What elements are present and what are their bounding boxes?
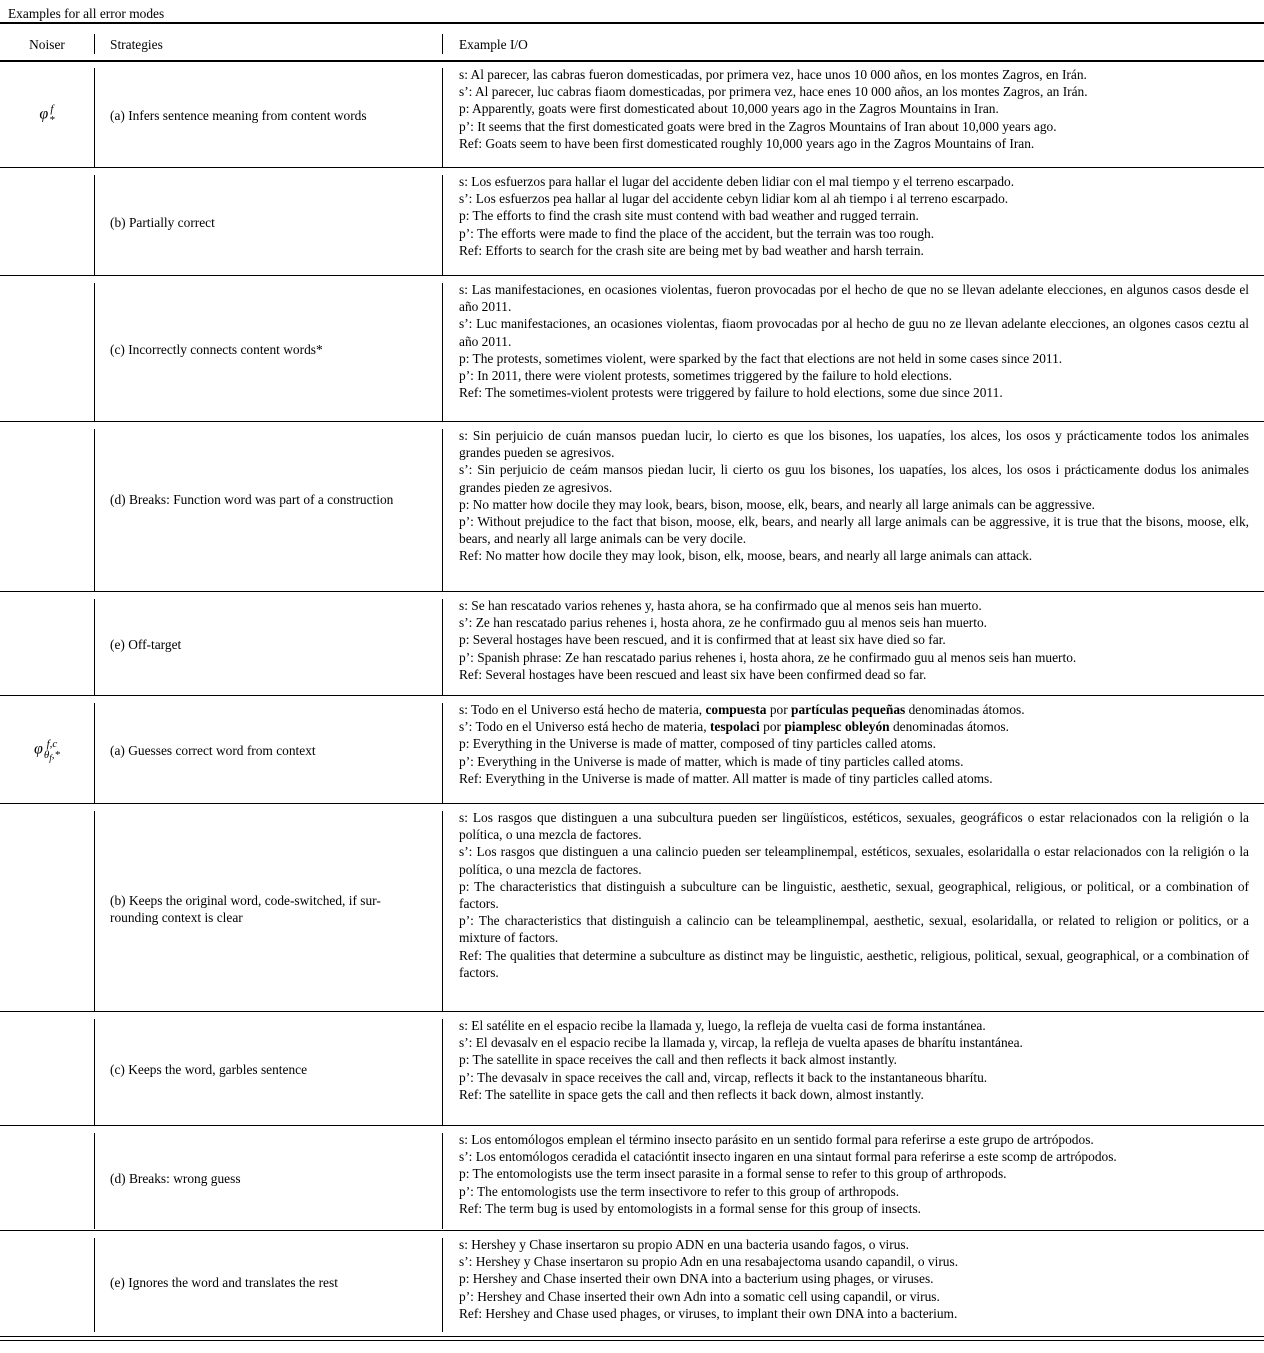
strategy-cell: (a) Infers sentence meaning from content words <box>110 108 367 123</box>
column-divider <box>442 1238 443 1332</box>
column-divider <box>442 811 443 1011</box>
example-line: p’: Everything in the Universe is made of matter, which is made of tiny particles called atoms. <box>459 753 964 769</box>
example-line: Ref: Everything in the Universe is made of matter. All matter is made of tiny particles called atoms. <box>459 770 993 786</box>
example-line: s: El satélite en el espacio recibe la llamada y, luego, la refleja de vuelta casi de forma instantánea. <box>459 1018 986 1033</box>
example-line: p’: In 2011, there were violent protests, sometimes triggered by the failure to hold elections. <box>459 368 952 384</box>
example-line: Ref: The term bug is used by entomologists in a formal sense for this group of insects. <box>459 1200 922 1216</box>
example-line: Ref: The satellite in space gets the call and then reflects it back down, almost instantly. <box>459 1086 924 1102</box>
strategy-cell: (c) Incorrectly connects content words* <box>110 342 323 357</box>
column-divider <box>442 68 443 168</box>
example-line: p: The characteristics that distinguish a subculture can be linguistic, aesthetic, sexual, geographical, religious, or political, or a combination of factors. <box>459 878 1249 912</box>
bottom-rule <box>0 1340 1264 1341</box>
column-divider <box>94 811 95 1011</box>
example-line: p: No matter how docile they may look, bears, bison, moose, elk, bears, and nearly all large animals can be aggressive. <box>459 496 1095 512</box>
example-line: s’: Todo en el Universo está hecho de materia, tespolaci por piamplesc obleyón denominadas átomos. <box>459 719 1009 735</box>
example-line: s: Hershey y Chase insertaron su propio ADN en una bacteria usando fagos, o virus. <box>459 1237 909 1252</box>
column-divider <box>94 1019 95 1125</box>
example-line: p’: Spanish phrase: Ze han rescatado parius rehenes i, hosta ahora, ze he confirmado guu al menos seis han muerto. <box>459 649 1077 665</box>
example-line: Ref: Hershey and Chase used phages, or viruses, to implant their own DNA into a bacterium. <box>459 1305 958 1321</box>
example-line: Ref: The qualities that determine a subculture as distinct may be linguistic, aesthetic, religious, political, sexual, geographical, or a combination of factors. <box>459 947 1249 980</box>
bottom-rule <box>0 1336 1264 1337</box>
table-caption: Examples for all error modes <box>8 6 165 21</box>
header-noiser: Noiser <box>29 37 65 52</box>
row-rule <box>0 421 1264 422</box>
example-line: p: The satellite in space receives the call and then reflects it back almost instantly. <box>459 1052 898 1068</box>
top-rule <box>0 22 1264 24</box>
header-divider <box>442 34 443 54</box>
example-line: p: Several hostages have been rescued, and it is confirmed that at least six have died so far. <box>459 632 946 648</box>
strategy-cell: (a) Guesses correct word from context <box>110 743 316 758</box>
example-line: s’: Sin perjuicio de ceám mansos piedan lucir, li cierto os guu los bisones, los uapatíes, los alces, los osos i prácticamente dodus los animales grandes pieden ze agresivos. <box>459 462 1249 495</box>
row-rule <box>0 591 1264 592</box>
column-divider <box>94 1238 95 1332</box>
example-line: p’: The efforts were made to find the place of the accident, but the terrain was too rough. <box>459 225 935 241</box>
row-rule <box>0 167 1264 168</box>
example-line: s’: Luc manifestaciones, an ocasiones violentas, fiaom provocadas por al hecho de guu no ze llevan adelante elecciones, an olgones casos ceztu al año 2011. <box>459 316 1249 349</box>
row-rule <box>0 1230 1264 1231</box>
example-line: p: The protests, sometimes violent, were sparked by the fact that elections are not held in some cases since 2011. <box>459 350 1063 366</box>
example-line: Ref: Several hostages have been rescued and least six have been confirmed dead so far. <box>459 666 927 682</box>
example-line: s’: Ze han rescatado parius rehenes i, hosta ahora, ze he confirmado guu al menos seis han muerto. <box>459 615 988 631</box>
example-cell <box>459 173 1249 259</box>
column-divider <box>94 175 95 275</box>
example-line: p: Hershey and Chase inserted their own DNA into a bacterium using phages, or viruses. <box>459 1271 934 1287</box>
column-divider <box>94 599 95 695</box>
strategy-cell: (b) Partially correct <box>110 215 215 230</box>
example-line: s: Al parecer, las cabras fueron domesticadas, por primera vez, hace unos 10 000 años, en los montes Zagros, en Irán. <box>459 67 1087 82</box>
row-rule <box>0 1125 1264 1126</box>
example-line: p’: Hershey and Chase inserted their own Adn into a somatic cell using capandil, or virus. <box>459 1288 940 1304</box>
row-rule <box>0 695 1264 696</box>
example-cell <box>459 66 1249 152</box>
column-divider <box>442 703 443 803</box>
example-line: p’: The entomologists use the term insectivore to refer to this group of arthropods. <box>459 1183 900 1199</box>
example-line: s: Las manifestaciones, en ocasiones violentas, fueron provocadas por el hecho de que no se llevan adelante elecciones, en algunos casos desde el año 2011. <box>459 282 1249 315</box>
row-rule <box>0 803 1264 804</box>
example-cell <box>459 701 1249 787</box>
example-line: p’: It seems that the first domesticated goats were bred in the Zagros Mountains of Iran about 10,000 years ago. <box>459 118 1057 134</box>
example-cell <box>459 281 1249 401</box>
column-divider <box>94 283 95 421</box>
example-line: p: Everything in the Universe is made of matter, composed of tiny particles called atoms. <box>459 736 936 752</box>
strategy-cell: (d) Breaks: Function word was part of a construction <box>110 492 394 507</box>
column-divider <box>94 429 95 591</box>
column-divider <box>442 1019 443 1125</box>
example-line: p’: Without prejudice to the fact that bison, moose, elk, bears, and nearly all large animals can be aggressive, it is true that the bisons, moose, elk, bears, and nearly all large animals can be very docile. <box>459 514 1249 547</box>
example-line: s’: Los entomólogos ceradida el catacióntit insecto ingaren en una sintaut formal para referirse a este scomp de artrópodos. <box>459 1149 1117 1165</box>
column-divider <box>94 1133 95 1229</box>
example-line: Ref: No matter how docile they may look, bison, elk, moose, bears, and nearly all large animals can attack. <box>459 548 1033 564</box>
strategy-cell: (e) Off-target <box>110 637 182 652</box>
column-divider <box>442 283 443 421</box>
example-cell <box>459 1236 1249 1322</box>
example-cell <box>459 427 1249 565</box>
example-line: s: Los entomólogos emplean el término insecto parásito en un sentido formal para referirse a este grupo de artrópodos. <box>459 1132 1094 1147</box>
column-divider <box>442 1133 443 1229</box>
strategy-cell: (c) Keeps the word, garbles sentence <box>110 1062 308 1077</box>
row-rule <box>0 275 1264 276</box>
example-line: s: Los rasgos que distinguen a una subcultura pueden ser lingüísticos, estéticos, sexuales, geográficos o estar relacionados con la religión o la política, o una mezcla de factores. <box>459 810 1249 843</box>
example-line: p: The entomologists use the term insect parasite in a formal sense to refer to this group of arthropods. <box>459 1166 1007 1182</box>
example-cell <box>459 597 1249 683</box>
noiser-cell: φ f * <box>39 103 55 126</box>
example-line: Ref: Efforts to search for the crash site are being met by bad weather and harsh terrain. <box>459 242 924 258</box>
example-line: Ref: The sometimes-violent protests were triggered by failure to hold elections, some due since 2011. <box>459 385 1003 401</box>
column-divider <box>442 429 443 591</box>
strategy-cell: (d) Breaks: wrong guess <box>110 1171 241 1186</box>
example-line: s’: Al parecer, luc cabras fiaom domesticadas, por primera vez, hace enes 10 000 años, an los montes Zagros, an Irán. <box>459 84 1088 100</box>
example-cell <box>459 1131 1249 1217</box>
example-line: s’: Hershey y Chase insertaron su propio Adn en una resabajectoma usando capandil, o virus. <box>459 1254 959 1270</box>
column-divider <box>94 703 95 803</box>
example-line: s’: El devasalv en el espacio recibe la llamada y, vircap, la refleja de vuelta apases de bharítu instantánea. <box>459 1035 1023 1051</box>
strategy-cell: (e) Ignores the word and translates the rest <box>110 1275 338 1290</box>
example-cell <box>459 1017 1249 1103</box>
header-rule <box>0 60 1264 62</box>
example-line: p: The efforts to find the crash site must contend with bad weather and rugged terrain. <box>459 208 919 224</box>
header-strategies: Strategies <box>110 37 163 52</box>
example-line: s’: Los rasgos que distinguen a una calincio pueden ser teleamplinempal, estéticos, sexuales, esolaridalla o estar relacionados con la religión o la política, o una mezcla de factores. <box>459 844 1249 877</box>
example-line: p’: The characteristics that distinguish a calincio can be teleamplinempal, aesthetic, sexual, esolaridalla, or related to religion or politics, or a mixture of factors. <box>459 913 1249 946</box>
example-line: s: Se han rescatado varios rehenes y, hasta ahora, se ha confirmado que al menos seis han muerto. <box>459 598 982 613</box>
column-divider <box>442 175 443 275</box>
example-line: s’: Los esfuerzos pea hallar al lugar del accidente cebyn lidiar kom al ah tiempo i al terreno escarpado. <box>459 191 1009 207</box>
column-divider <box>442 599 443 695</box>
noiser-cell: φ f,c $\theta_f,*$ <box>33 738 61 764</box>
header-example: Example I/O <box>459 37 528 52</box>
example-line: p’: The devasalv in space receives the call and, vircap, reflects it back to the instantaneous bharítu. <box>459 1069 988 1085</box>
header-divider <box>94 34 95 54</box>
row-rule <box>0 1011 1264 1012</box>
example-line: Ref: Goats seem to have been first domesticated roughly 10,000 years ago in the Zagros Mountains of Iran. <box>459 135 1035 151</box>
example-line: p: Apparently, goats were first domesticated about 10,000 years ago in the Zagros Mountains in Iran. <box>459 101 999 117</box>
example-line: s: Los esfuerzos para hallar el lugar del accidente deben lidiar con el mal tiempo y el terreno escarpado. <box>459 174 1015 189</box>
example-line: s: Sin perjuicio de cuán mansos puedan lucir, lo cierto es que los bisones, los uapatíes, los alces, los osos y prácticamente todos los animales grandes pueden se agresivos. <box>459 428 1249 461</box>
example-cell <box>459 809 1249 981</box>
strategy-cell: (b) Keeps the original word, code-switched, if sur- rounding context is clear <box>110 893 381 926</box>
column-divider <box>94 68 95 168</box>
example-line: s: Todo en el Universo está hecho de materia, compuesta por partículas pequeñas denominadas átomos. <box>459 702 1025 717</box>
